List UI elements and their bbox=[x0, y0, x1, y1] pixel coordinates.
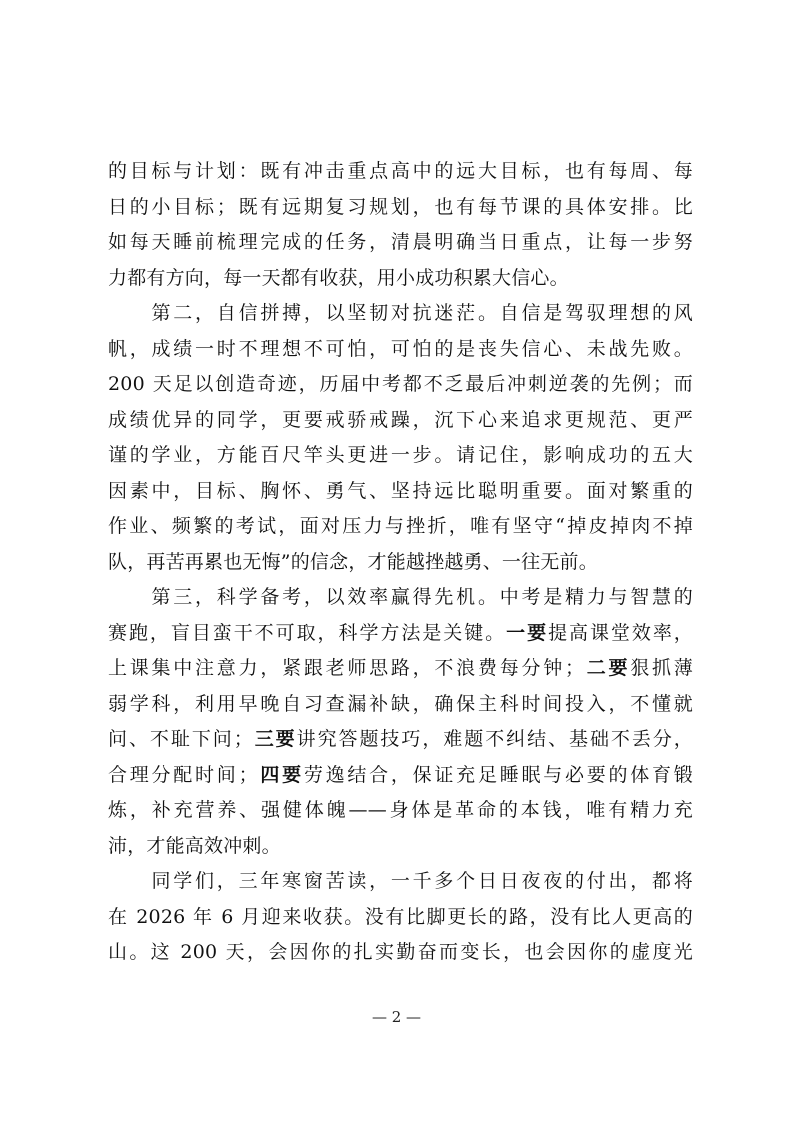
text-segment: 队，再苦再累也无悔”的信念，才能越挫越勇、一往无前。 bbox=[108, 550, 598, 573]
page-number: — 2 — bbox=[371, 1008, 422, 1026]
text-segment: 第二，自信拼搏，以坚韧对抗迷茫。自信是驾驭理想的风 bbox=[108, 302, 693, 324]
text-segment: 山。这 200 天，会因你的扎实勤奋而变长，也会因你的虚度光 bbox=[108, 941, 693, 963]
text-segment: 的目标与计划：既有冲击重点高中的远大目标，也有每周、每 bbox=[108, 160, 693, 182]
text-line bbox=[108, 474, 693, 510]
text-line bbox=[108, 332, 693, 368]
text-segment: 讲究答题技巧，难题不纠结、基础不丢分， bbox=[296, 728, 693, 750]
text-segment: 作业、频繁的考试，面对压力与挫折，唯有坚守“掉皮掉肉不掉 bbox=[108, 515, 693, 537]
text-line bbox=[108, 864, 693, 900]
text-line bbox=[108, 367, 693, 403]
text-segment: 赛跑，盲目蛮干不可取，科学方法是关键。 bbox=[108, 621, 507, 644]
text-line bbox=[108, 509, 693, 545]
text-line bbox=[108, 545, 693, 581]
text-line bbox=[108, 438, 693, 474]
text-segment: 弱学科，利用早晚自习查漏补缺，确保主科时间投入，不懂就 bbox=[108, 692, 693, 715]
text-segment: 帆，成绩一时不理想不可怕，可怕的是丧失信心、未战先败。 bbox=[108, 337, 693, 360]
text-line bbox=[108, 403, 693, 439]
text-segment: 如每天睡前梳理完成的任务，清晨明确当日重点，让每一步努 bbox=[108, 231, 693, 253]
text-segment: 谨的学业，方能百尺竿头更进一步。请记住，影响成功的五大 bbox=[108, 444, 693, 466]
emphasis-text: 三要 bbox=[252, 728, 297, 750]
text-line bbox=[108, 261, 693, 297]
text-segment: 日的小目标；既有远期复习规划，也有每节课的具体安排。比 bbox=[108, 195, 693, 218]
text-segment: 力都有方向，每一天都有收获，用小成功积累大信心。 bbox=[108, 266, 569, 289]
text-segment: 提高课堂效率， bbox=[548, 621, 693, 644]
text-segment: 成绩优异的同学，更要戒骄戒躁，沉下心来追求更规范、更严 bbox=[108, 408, 693, 431]
text-segment: 劳逸结合，保证充足睡眠与必要的体育锻 bbox=[303, 763, 693, 786]
text-line bbox=[108, 580, 693, 616]
text-segment: 炼，补充营养、强健体魄——身体是革命的本钱，唯有精力充 bbox=[108, 799, 693, 821]
document-body bbox=[108, 154, 693, 971]
text-segment: 同学们，三年寒窗苦读，一千多个日日夜夜的付出，都将 bbox=[108, 870, 693, 892]
text-line bbox=[108, 935, 693, 971]
text-line bbox=[108, 687, 693, 723]
text-segment: 狠抓薄 bbox=[630, 657, 694, 679]
text-line bbox=[108, 793, 693, 829]
text-line bbox=[108, 225, 693, 261]
emphasis-text: 一要 bbox=[506, 621, 549, 644]
text-segment: 因素中，目标、胸怀、勇气、坚持远比聪明重要。面对繁重的 bbox=[108, 479, 693, 502]
text-line bbox=[108, 190, 693, 226]
emphasis-text: 四要 bbox=[257, 763, 304, 786]
emphasis-text: 二要 bbox=[584, 657, 631, 679]
text-line bbox=[108, 900, 693, 936]
text-line bbox=[108, 722, 693, 758]
text-segment: 在 2026 年 6 月迎来收获。没有比脚更长的路，没有比人更高的 bbox=[108, 905, 693, 928]
text-line bbox=[108, 651, 693, 687]
text-segment: 第三，科学备考，以效率赢得先机。中考是精力与智慧的 bbox=[108, 586, 693, 608]
text-line bbox=[108, 154, 693, 190]
text-segment: 问、不耻下问； bbox=[108, 728, 253, 750]
text-segment: 沛，才能高效冲刺。 bbox=[108, 834, 281, 857]
text-line bbox=[108, 616, 693, 652]
text-line bbox=[108, 829, 693, 865]
text-line bbox=[108, 296, 693, 332]
text-segment: 上课集中注意力，紧跟老师思路，不浪费每分钟； bbox=[108, 657, 585, 679]
text-line bbox=[108, 758, 693, 794]
text-segment: 200 天足以创造奇迹，历届中考都不乏最后冲刺逆袭的先例；而 bbox=[108, 373, 693, 395]
text-segment: 合理分配时间； bbox=[108, 763, 258, 786]
